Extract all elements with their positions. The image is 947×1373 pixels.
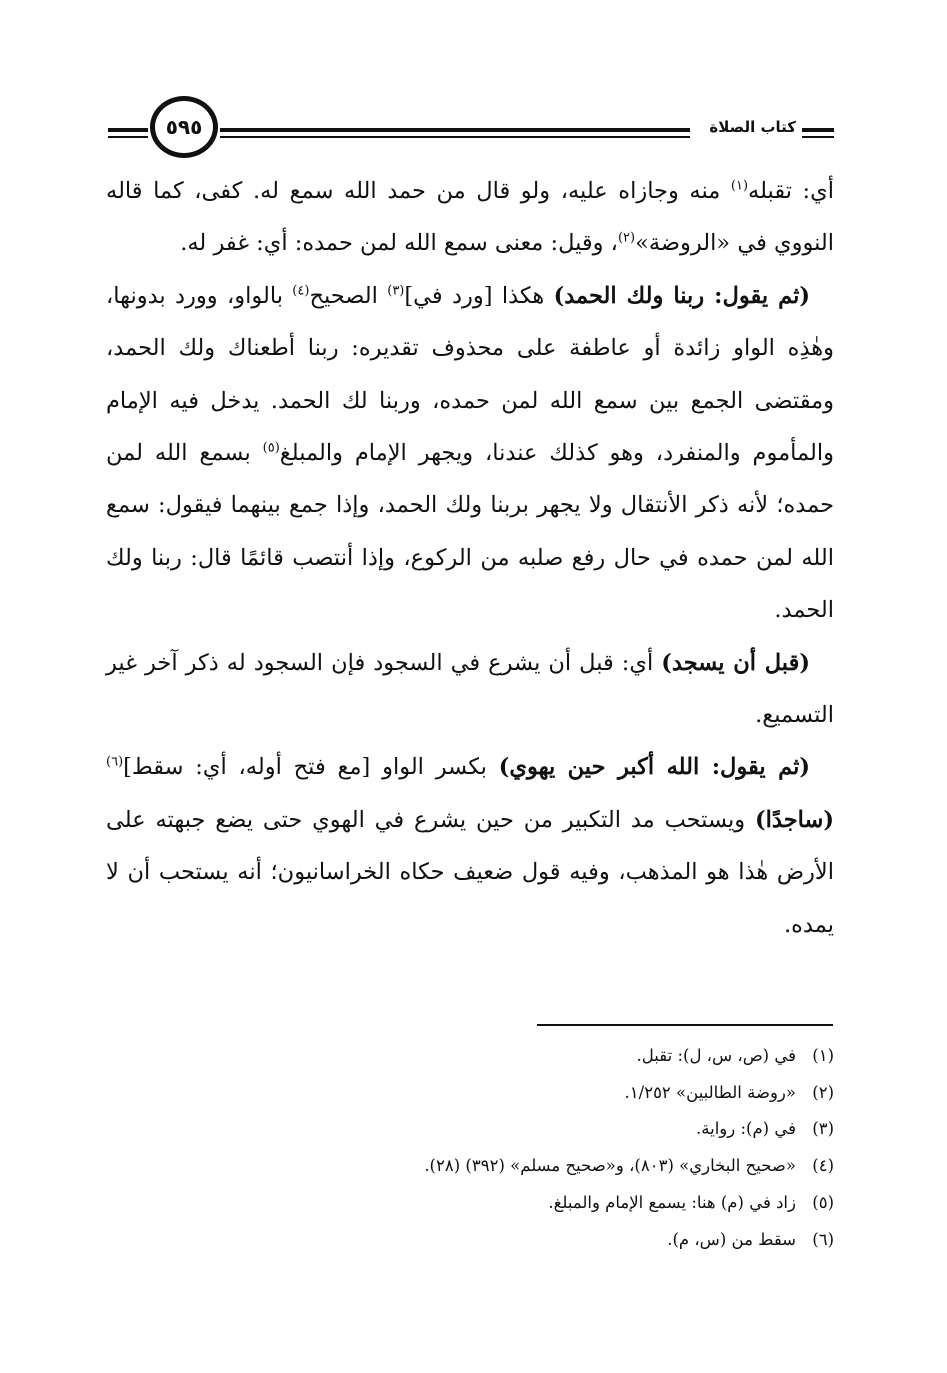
commentary-text: بكسر الواو [مع فتح أوله، أي: سقط] (123, 754, 499, 781)
footnote-number: (٦) (812, 1229, 834, 1249)
header-rule-middle (220, 128, 690, 132)
page-number-badge (150, 96, 218, 158)
footnote-separator (537, 1024, 833, 1026)
commentary-text: بالواو، وورد بدونها، وهٰذِه الواو زائدة أو عاطفة على محذوف تقديره: ربنا أطعناك ولك الحمد، ومقتضى الجمع بين سمع الله لمن حمده، وربنا لك الحمد. يدخل فيه الإمام والمأموم والمنفرد، وهو كذلك عندنا، ويجهر الإمام والمبلغ (106, 282, 834, 467)
footnote-reference: (٢) (617, 230, 636, 246)
page-number: ٥٩٥ (165, 115, 203, 139)
footnotes (106, 1038, 834, 1258)
paragraph (106, 270, 834, 637)
footnote-reference: (٥) (262, 440, 280, 456)
header-rule-right (802, 128, 834, 132)
paragraph (106, 741, 834, 951)
footnote-item (106, 1038, 834, 1075)
commentary-text: أي: قبل أن يشرع في السجود فإن السجود له ذكر آخر غير التسميع. (106, 649, 834, 729)
paragraph (106, 165, 834, 270)
footnote-number: (١) (812, 1046, 834, 1065)
footnote-item (106, 1075, 834, 1112)
footnote-reference: (٣) (387, 283, 405, 299)
matn-text: (ساجدًا) (755, 806, 834, 833)
footnote-text: سقط من (س، م). (667, 1229, 796, 1249)
commentary-text: بسمع الله لمن حمده؛ لأنه ذكر الأنتقال ولا يجهر بربنا ولك الحمد، وإذا جمع بينهما فيقول: سمع الله لمن حمده في حال رفع صلبه من الركوع، وإذا أنتصب قائمًا قال: ربنا ولك الحمد. (106, 440, 834, 624)
commentary-text: ، وقيل: معنى سمع الله لمن حمده: أي: غفر له. (180, 230, 618, 257)
commentary-text: أي: تقبله (748, 178, 834, 204)
footnote-item (106, 1111, 834, 1148)
matn-text: (ثم يقول: ربنا ولك الحمد) (553, 282, 810, 309)
footnote-number: (٥) (812, 1192, 834, 1212)
footnote-item (106, 1185, 834, 1222)
matn-text: (قبل أن يسجد) (661, 649, 810, 676)
footnote-item (106, 1222, 834, 1259)
header-rule-left-thin (108, 136, 148, 138)
commentary-text: هكذا [ورد في] (404, 282, 554, 309)
footnote-number: (٣) (812, 1119, 834, 1139)
footnote-number: (٤) (812, 1156, 834, 1176)
commentary-text: منه وجازاه عليه، ولو قال من حمد الله سمع له. كفى، كما قاله النووي في «الروضة» (106, 178, 834, 257)
page-header (108, 92, 834, 162)
commentary-text: الصحيح (309, 282, 388, 309)
chapter-title: كتاب الصلاة (709, 118, 796, 136)
header-rule-left (108, 128, 148, 132)
footnote-text: في (ص، س، ل): تقبل. (636, 1046, 796, 1065)
footnote-text: «روضة الطالبين» ١/٢٥٢. (624, 1082, 796, 1102)
footnote-reference: (٦) (106, 754, 124, 770)
footnote-item (106, 1148, 834, 1185)
footnote-number: (٢) (812, 1082, 834, 1102)
header-rule-right-thin (802, 136, 834, 138)
footnote-reference: (١) (730, 178, 749, 194)
matn-text: (ثم يقول: الله أكبر حين يهوي) (498, 754, 810, 781)
footnote-reference: (٤) (292, 283, 310, 299)
main-text (106, 165, 834, 951)
footnote-text: «صحيح البخاري» (٨٠٣)، و«صحيح مسلم» (٣٩٢) (٢٨). (424, 1156, 796, 1176)
paragraph (106, 637, 834, 742)
footnote-text: زاد في (م) هنا: يسمع الإمام والمبلغ. (548, 1192, 796, 1212)
footnote-text: في (م): رواية. (696, 1119, 796, 1139)
commentary-text: ويستحب مد التكبير من حين يشرع في الهوي حتى يضع جبهته على الأرض هٰذا هو المذهب، وفيه قول ضعيف حكاه الخراسانيون؛ أنه يستحب أن لا يمده. (106, 806, 834, 938)
header-rule-middle-thin (220, 136, 690, 138)
